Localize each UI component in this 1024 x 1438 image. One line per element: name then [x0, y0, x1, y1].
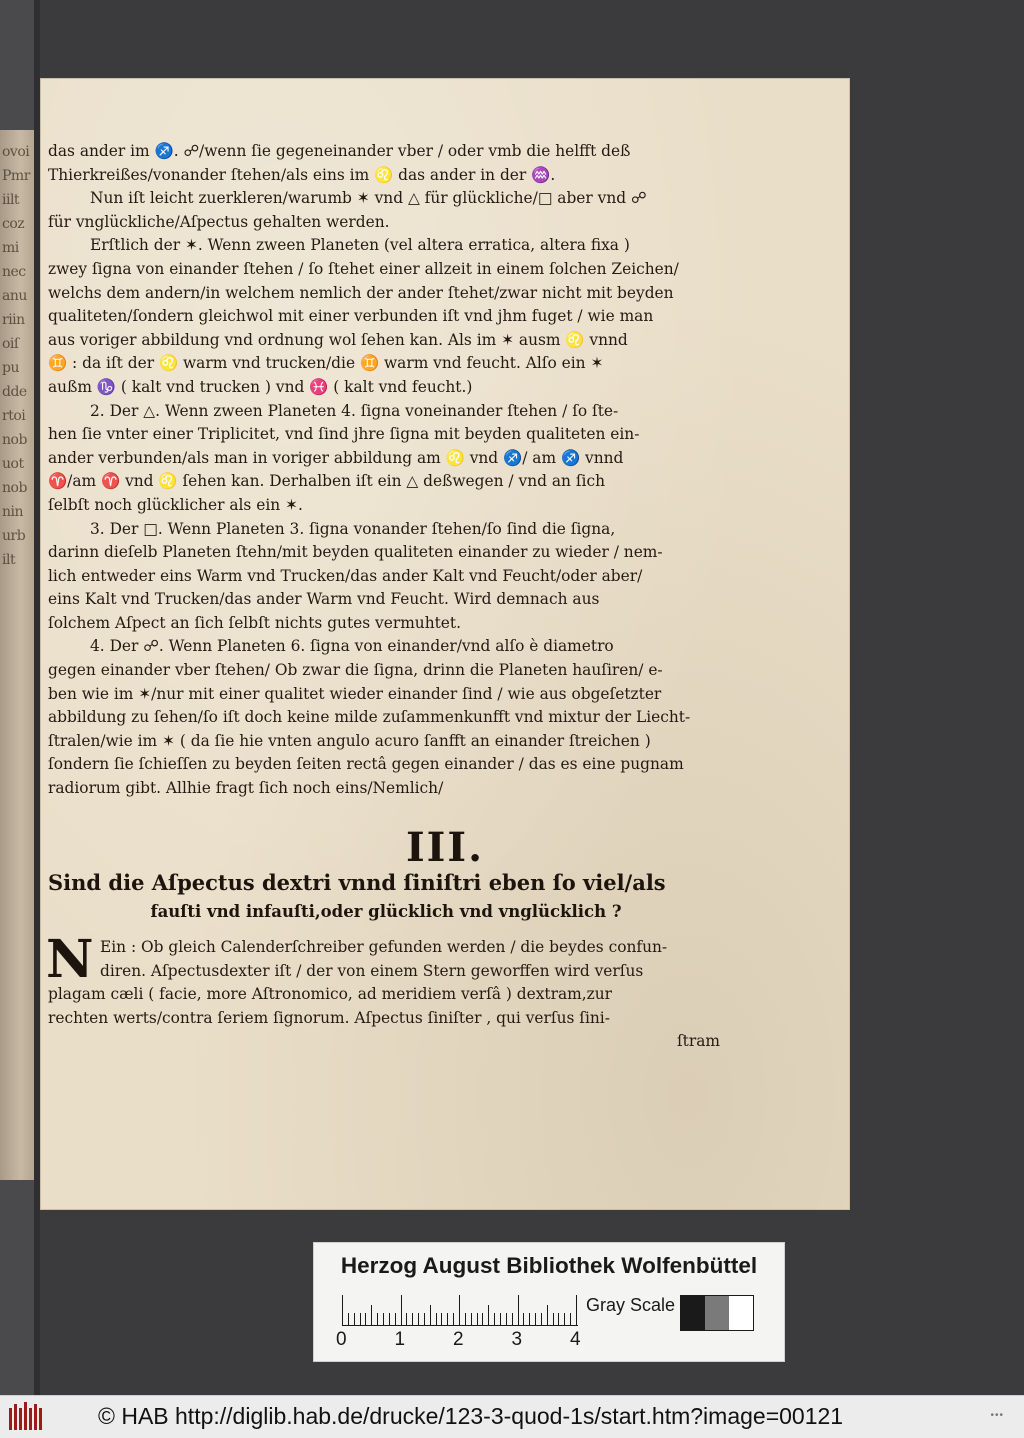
drop-cap-initial: N	[46, 929, 94, 990]
sliver-text-fragment: dde	[2, 384, 27, 400]
text-line: ſtralen/wie im ✶ ( da ſie hie vnten angulo acuro ſanfft an einander ſtreichen )	[48, 731, 651, 750]
sliver-text-fragment: urb	[2, 528, 26, 544]
sliver-text-fragment: ovoi	[2, 144, 30, 160]
text-line: rechten werts/contra ſeriem ſignorum. Aſpectus ſiniſter , qui verſus ſini-	[48, 1008, 610, 1027]
gray-scale-label: Gray Scale	[586, 1295, 676, 1315]
ruler-tick	[430, 1305, 431, 1325]
previous-page-edge	[0, 130, 34, 1180]
gray-swatch	[729, 1296, 753, 1330]
text-line: qualiteten/ſondern gleichwol mit einer verbunden iſt vnd jhm fuget / wie man	[48, 307, 654, 326]
ruler-number: 2	[453, 1329, 464, 1350]
text-line: radiorum gibt. Allhie fragt ſich noch eins/Nemlich/	[48, 779, 444, 798]
sliver-text-fragment: mi	[2, 240, 19, 256]
section-heading-line-1: Sind die Aſpectus dextri vnnd ſiniſtri eben ſo viel/als	[48, 870, 666, 895]
ruler-tick	[383, 1313, 384, 1325]
ruler-tick	[354, 1313, 355, 1325]
library-name: Herzog August Bibliothek Wolfenbüttel	[340, 1253, 758, 1278]
text-line: Thierkreißes/vonander ſtehen/als eins im ♌ das ander in der ♒.	[48, 165, 556, 184]
text-line: ſolchem Aſpect an ſich ſelbſt nichts gutes vermuhtet.	[48, 613, 461, 632]
sliver-text-fragment: riin	[2, 312, 25, 328]
copyright-url[interactable]: © HAB http://diglib.hab.de/drucke/123-3-quod-1s/start.htm?image=00121	[98, 1403, 844, 1429]
sliver-text-fragment: uot	[2, 456, 24, 472]
ruler-tick	[500, 1313, 501, 1325]
scale-ruler	[342, 1295, 578, 1326]
ruler-tick	[441, 1313, 442, 1325]
ruler-tick	[348, 1313, 349, 1325]
ruler-tick	[553, 1313, 554, 1325]
ruler-tick	[558, 1313, 559, 1325]
text-line: welchs dem andern/in welchem nemlich der ander ſtehet/zwar nicht mit beyden	[48, 283, 674, 302]
ruler-tick	[401, 1295, 402, 1325]
ruler-tick	[418, 1313, 419, 1325]
gray-scale-swatches	[680, 1295, 754, 1331]
ruler-tick	[453, 1313, 454, 1325]
ruler-tick	[488, 1305, 489, 1325]
viewer-footer	[0, 1395, 1024, 1438]
ruler-tick	[570, 1313, 571, 1325]
text-line: ſelbſt noch glücklicher als ein ✶.	[48, 495, 303, 514]
sliver-text-fragment: nob	[2, 480, 27, 496]
color-calibration-bar	[313, 1242, 785, 1362]
ruler-tick	[494, 1313, 495, 1325]
ruler-number: 3	[511, 1329, 523, 1350]
text-line: aus voriger abbildung vnd ordnung wol ſehen kan. Als im ✶ ausm ♌ vnnd	[48, 330, 628, 349]
ruler-tick	[371, 1305, 372, 1325]
ruler-number: 1	[394, 1329, 406, 1350]
sliver-text-fragment: pu	[2, 360, 19, 376]
ruler-tick	[389, 1313, 390, 1325]
gray-swatch	[681, 1296, 705, 1330]
ruler-tick	[342, 1295, 343, 1325]
ruler-tick	[512, 1313, 513, 1325]
ruler-tick	[506, 1313, 507, 1325]
text-line: Nun iſt leicht zuerkleren/warumb ✶ vnd △ für glückliche/□ aber vnd ☍	[90, 189, 647, 208]
text-line: plagam cæli ( facie, more Aſtronomico, ad meridiem verſâ ) dextram,zur	[48, 985, 613, 1004]
ruler-tick	[377, 1313, 378, 1325]
text-line: das ander im ♐. ☍/wenn ſie gegeneinander vber / oder vmb die helfft deß	[48, 142, 631, 160]
ruler-tick	[564, 1313, 565, 1325]
sliver-text-fragment: coz	[2, 216, 25, 232]
ruler-tick	[395, 1313, 396, 1325]
text-line: ♈/am ♈ vnd ♌ ſehen kan. Derhalben iſt ein △ deßwegen / vnd an ſich	[48, 472, 605, 491]
text-line: darinn dieſelb Planeten ſtehn/mit beyden qualiteten einander zu wieder / nem-	[48, 543, 663, 562]
hab-logo-icon	[6, 1400, 46, 1434]
text-line: ſondern ſie ſchieſſen zu beyden ſeiten rectâ gegen einander / das es eine pugnam	[48, 755, 684, 774]
ruler-tick	[459, 1295, 460, 1325]
ruler-number: 0	[336, 1329, 347, 1350]
paragraph-1	[48, 140, 724, 801]
sliver-text-fragment: nob	[2, 432, 27, 448]
sliver-text-fragment: rtoi	[2, 408, 26, 424]
text-line: ♊ : da iſt der ♌ warm vnd trucken/die ♊ warm vnd feucht. Alſo ein ✶	[48, 354, 604, 373]
text-line: für vnglückliche/Aſpectus gehalten werden.	[48, 212, 390, 231]
text-line: ander verbunden/als man in voriger abbildung am ♌ vnd ♐/ am ♐ vnnd	[48, 448, 624, 467]
text-line: Ein : Ob gleich Calenderſchreiber gefunden werden / die beydes confun-	[100, 938, 668, 956]
ruler-tick	[360, 1313, 361, 1325]
text-line: lich entweder eins Warm vnd Trucken/das ander Kalt vnd Feucht/oder aber/	[48, 566, 643, 585]
ruler-tick	[518, 1295, 519, 1325]
text-line: zwey ſigna von einander ſtehen / ſo ſtehet einer allzeit in einem ſolchen Zeichen/	[48, 259, 679, 278]
sliver-text-fragment: anu	[2, 288, 27, 304]
sliver-text-fragment: oiſ	[2, 336, 19, 352]
ruler-tick	[465, 1313, 466, 1325]
document-page	[40, 78, 850, 1210]
ruler-tick	[424, 1313, 425, 1325]
paragraph-2	[46, 929, 724, 1054]
sliver-text-fragment: iilt	[2, 192, 20, 208]
gray-swatch	[705, 1296, 729, 1330]
ruler-tick	[406, 1313, 407, 1325]
sliver-text-fragment: nin	[2, 504, 24, 520]
ruler-tick	[436, 1313, 437, 1325]
ruler-tick	[523, 1313, 524, 1325]
ruler-tick	[576, 1295, 577, 1325]
section-number-heading: III.	[405, 824, 485, 871]
ruler-tick	[477, 1313, 478, 1325]
text-line: hen ſie vnter einer Triplicitet, vnd ſind jhre ſigna mit beyden qualiteten ein-	[48, 425, 640, 444]
text-line: abbildung zu ſehen/ſo iſt doch keine milde zuſammenkunfft vnd mixtur der Liecht-	[48, 708, 691, 727]
ruler-number: 4	[570, 1329, 581, 1350]
ruler-tick	[529, 1313, 530, 1325]
section-heading-line-2: fauſti vnd infauſti,oder glücklich vnd vnglücklich ?	[150, 902, 622, 921]
text-line: ben wie im ✶/nur mit einer qualitet wieder einander ſind / wie aus obgeſetzter	[48, 684, 662, 703]
ruler-tick	[471, 1313, 472, 1325]
sliver-text-fragment: ilt	[2, 552, 16, 568]
ruler-tick	[535, 1313, 536, 1325]
ruler-tick	[541, 1313, 542, 1325]
text-line: Erſtlich der ✶. Wenn zween Planeten (vel altera erratica, altera fixa )	[90, 236, 630, 255]
text-line: 3. Der □. Wenn Planeten 3. ſigna vonander ſtehen/ſo ſind die ſigna,	[90, 519, 616, 538]
ruler-tick	[547, 1305, 548, 1325]
ruler-tick	[365, 1313, 366, 1325]
ruler-tick	[412, 1313, 413, 1325]
text-line: gegen einander vber ſtehen/ Ob zwar die ſigna, drinn die Planeten hauſiren/ e-	[48, 661, 663, 680]
ruler-tick	[447, 1313, 448, 1325]
text-line: eins Kalt vnd Trucken/das ander Warm vnd Feucht. Wird demnach aus	[48, 590, 600, 609]
text-line: 2. Der △. Wenn zween Planeten 4. ſigna voneinander ſtehen / ſo ſte-	[90, 401, 619, 420]
sliver-text-fragment: Pmr	[2, 168, 30, 184]
footer-menu-dots[interactable]: •••	[990, 1410, 1004, 1421]
catchword: ſtram	[676, 1032, 720, 1051]
text-line: 4. Der ☍. Wenn Planeten 6. ſigna von einander/vnd alſo è diametro	[90, 637, 614, 656]
text-line: diren. Aſpectusdexter iſt / der von einem Stern geworffen wird verſus	[100, 961, 644, 980]
sliver-text-fragment: nec	[2, 264, 26, 280]
ruler-tick	[482, 1313, 483, 1325]
text-line: außm ♑ ( kalt vnd trucken ) vnd ♓ ( kalt vnd feucht.)	[48, 377, 473, 396]
